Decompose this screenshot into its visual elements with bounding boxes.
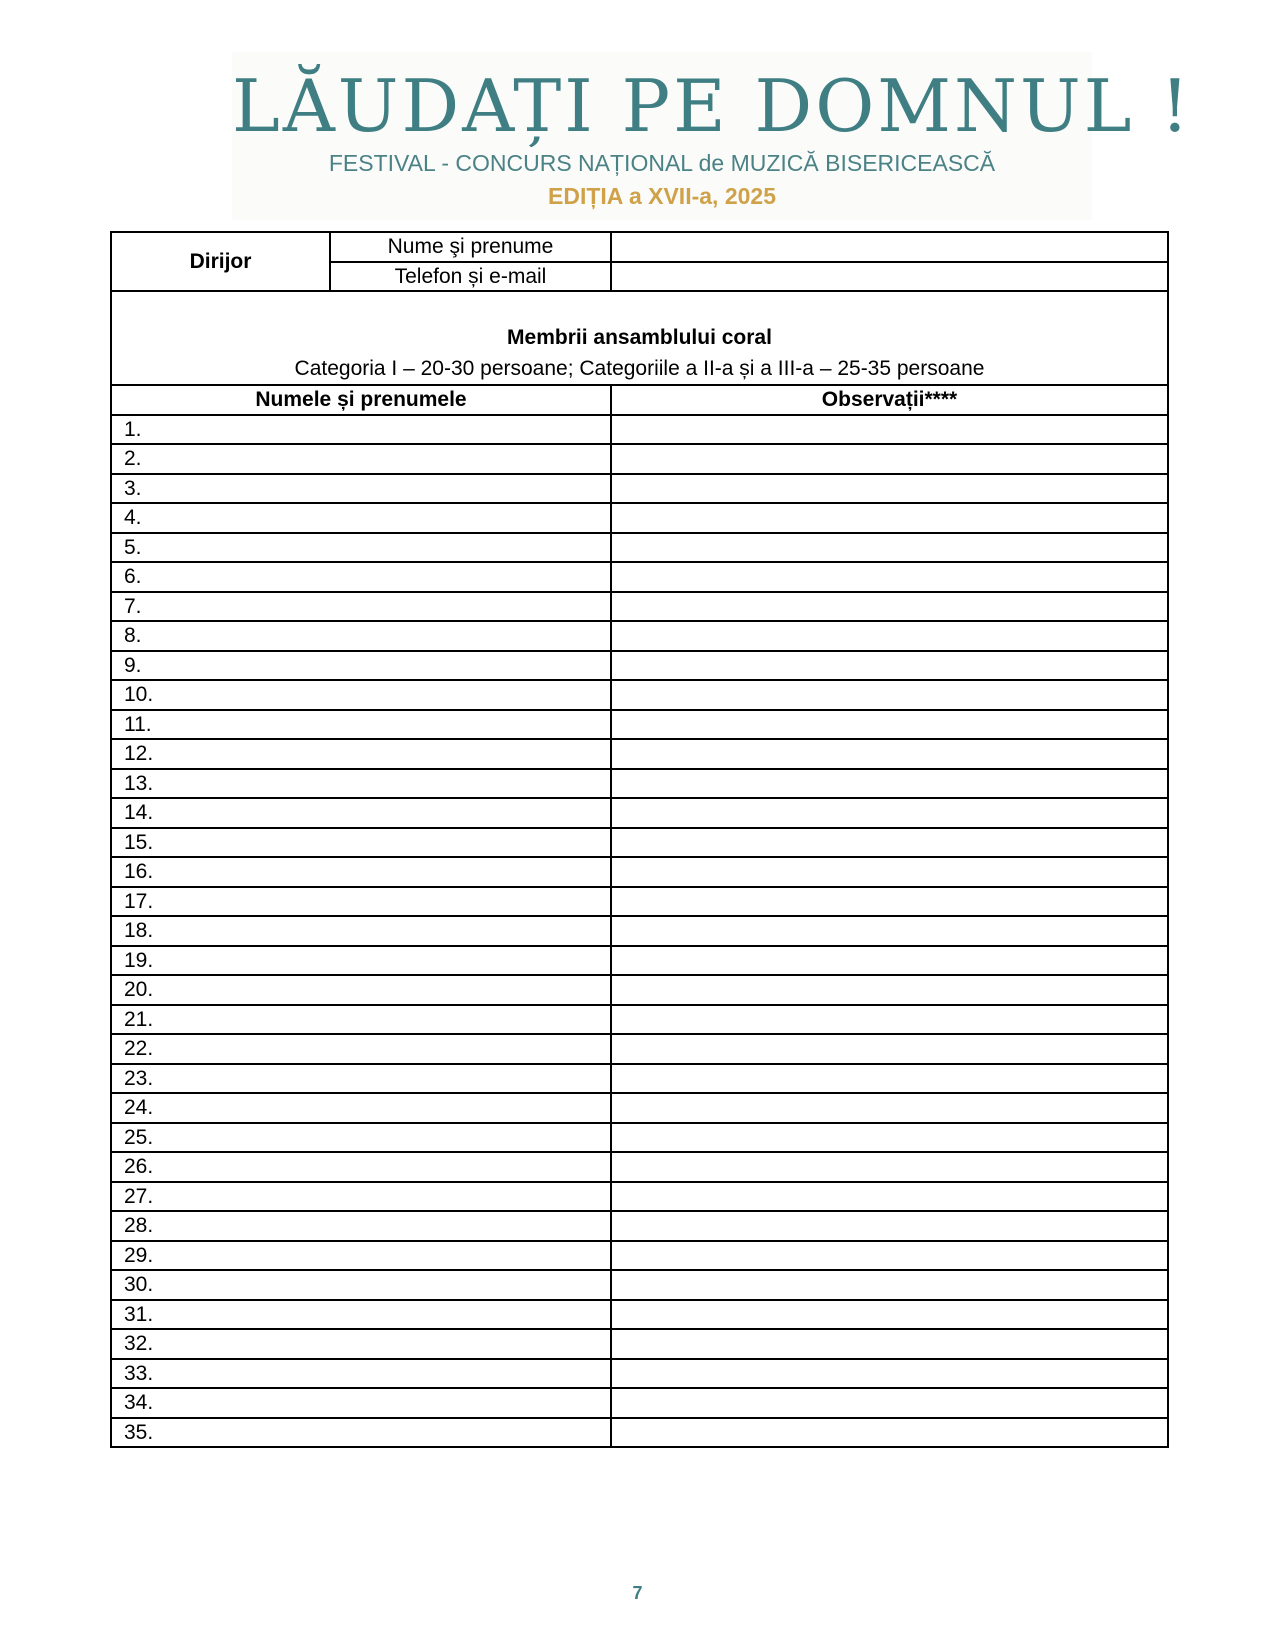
member-name-cell[interactable]: 28. [111,1211,611,1241]
festival-subtitle: FESTIVAL - CONCURS NAȚIONAL de MUZICĂ BISERICEASCĂ [328,150,996,176]
member-name-cell[interactable]: 1. [111,415,611,445]
member-row [111,592,1168,622]
member-notes-cell[interactable] [611,592,1168,622]
member-notes-cell[interactable] [611,680,1168,710]
member-notes-cell[interactable] [611,739,1168,769]
member-notes-cell[interactable] [611,1005,1168,1035]
member-row [111,710,1168,740]
member-name-cell[interactable]: 29. [111,1241,611,1271]
member-row [111,887,1168,917]
member-notes-cell[interactable] [611,887,1168,917]
conductor-name-row [111,232,1168,262]
member-notes-cell[interactable] [611,1093,1168,1123]
member-notes-cell[interactable] [611,710,1168,740]
member-row [111,798,1168,828]
member-notes-cell[interactable] [611,1211,1168,1241]
member-row [111,562,1168,592]
festival-title: LĂUDAȚI PE DOMNUL ! [232,64,1193,148]
member-notes-cell[interactable] [611,857,1168,887]
member-notes-cell[interactable] [611,533,1168,563]
member-name-cell[interactable]: 13. [111,769,611,799]
member-notes-cell[interactable] [611,503,1168,533]
member-name-cell[interactable]: 25. [111,1123,611,1153]
member-row [111,975,1168,1005]
member-notes-cell[interactable] [611,1329,1168,1359]
member-row [111,1152,1168,1182]
members-heading: Membrii ansamblului coral [507,326,772,349]
conductor-contact-label: Telefon și e-mail [330,262,611,292]
member-row [111,503,1168,533]
member-name-cell[interactable]: 8. [111,621,611,651]
member-name-cell[interactable]: 26. [111,1152,611,1182]
member-row [111,1300,1168,1330]
member-row [111,1270,1168,1300]
festival-edition: EDIȚIA a XVII-a, 2025 [548,183,776,209]
member-notes-cell[interactable] [611,916,1168,946]
member-name-cell[interactable]: 23. [111,1064,611,1094]
member-row [111,1329,1168,1359]
member-row [111,739,1168,769]
member-row [111,415,1168,445]
member-name-cell[interactable]: 11. [111,710,611,740]
member-row [111,769,1168,799]
member-name-cell[interactable]: 9. [111,651,611,681]
member-notes-cell[interactable] [611,1388,1168,1418]
member-notes-cell[interactable] [611,1064,1168,1094]
member-row [111,1093,1168,1123]
member-notes-cell[interactable] [611,1418,1168,1448]
member-name-cell[interactable]: 7. [111,592,611,622]
member-notes-cell[interactable] [611,828,1168,858]
member-row [111,1388,1168,1418]
conductor-name-field[interactable] [611,232,1168,262]
member-notes-cell[interactable] [611,769,1168,799]
member-row [111,1182,1168,1212]
member-row [111,1123,1168,1153]
member-row [111,1034,1168,1064]
member-name-cell[interactable]: 19. [111,946,611,976]
member-notes-cell[interactable] [611,1359,1168,1389]
page-number: 7 [632,1583,643,1603]
member-row [111,1359,1168,1389]
conductor-label: Dirijor [111,232,330,291]
conductor-contact-field[interactable] [611,262,1168,292]
member-notes-cell[interactable] [611,1241,1168,1271]
member-notes-cell[interactable] [611,1152,1168,1182]
member-notes-cell[interactable] [611,621,1168,651]
member-notes-cell[interactable] [611,444,1168,474]
member-name-cell[interactable]: 24. [111,1093,611,1123]
festival-logo-banner [232,52,1193,220]
member-name-cell[interactable]: 27. [111,1182,611,1212]
member-row [111,946,1168,976]
member-row [111,828,1168,858]
member-notes-cell[interactable] [611,651,1168,681]
member-name-cell[interactable]: 6. [111,562,611,592]
member-notes-cell[interactable] [611,562,1168,592]
member-row [111,444,1168,474]
member-row [111,1418,1168,1448]
column-header-notes: Observații**** [611,385,1168,415]
member-row [111,916,1168,946]
registration-form-table [110,231,1169,1448]
member-name-cell[interactable]: 15. [111,828,611,858]
column-header-name: Numele și prenumele [111,385,611,415]
member-row [111,680,1168,710]
member-notes-cell[interactable] [611,1300,1168,1330]
member-name-cell[interactable]: 35. [111,1418,611,1448]
member-name-cell[interactable]: 4. [111,503,611,533]
member-row [111,1064,1168,1094]
member-row [111,1241,1168,1271]
member-name-cell[interactable]: 30. [111,1270,611,1300]
member-name-cell[interactable]: 20. [111,975,611,1005]
member-name-cell[interactable]: 32. [111,1329,611,1359]
members-section-row [111,291,1168,385]
member-name-cell[interactable]: 14. [111,798,611,828]
member-name-cell[interactable]: 21. [111,1005,611,1035]
member-notes-cell[interactable] [611,975,1168,1005]
member-name-cell[interactable]: 17. [111,887,611,917]
member-notes-cell[interactable] [611,798,1168,828]
member-name-cell[interactable]: 22. [111,1034,611,1064]
member-name-cell[interactable]: 18. [111,916,611,946]
member-notes-cell[interactable] [611,1270,1168,1300]
member-row [111,857,1168,887]
members-categories-note: Categoria I – 20-30 persoane; Categoriile a II-a și a III-a – 25-35 persoane [294,357,985,380]
member-row [111,651,1168,681]
member-name-cell[interactable]: 16. [111,857,611,887]
member-name-cell[interactable]: 33. [111,1359,611,1389]
members-columns-row [111,385,1168,415]
member-notes-cell[interactable] [611,1123,1168,1153]
member-name-cell[interactable]: 10. [111,680,611,710]
member-name-cell[interactable]: 12. [111,739,611,769]
member-name-cell[interactable]: 2. [111,444,611,474]
member-notes-cell[interactable] [611,415,1168,445]
conductor-name-label: Nume şi prenume [330,232,611,262]
member-name-cell[interactable]: 3. [111,474,611,504]
member-name-cell[interactable]: 34. [111,1388,611,1418]
member-row [111,621,1168,651]
member-row [111,1005,1168,1035]
member-notes-cell[interactable] [611,474,1168,504]
member-row [111,533,1168,563]
member-name-cell[interactable]: 5. [111,533,611,563]
member-row [111,1211,1168,1241]
member-notes-cell[interactable] [611,1182,1168,1212]
member-notes-cell[interactable] [611,946,1168,976]
member-name-cell[interactable]: 31. [111,1300,611,1330]
members-section-header [111,291,1168,385]
member-row [111,474,1168,504]
member-notes-cell[interactable] [611,1034,1168,1064]
